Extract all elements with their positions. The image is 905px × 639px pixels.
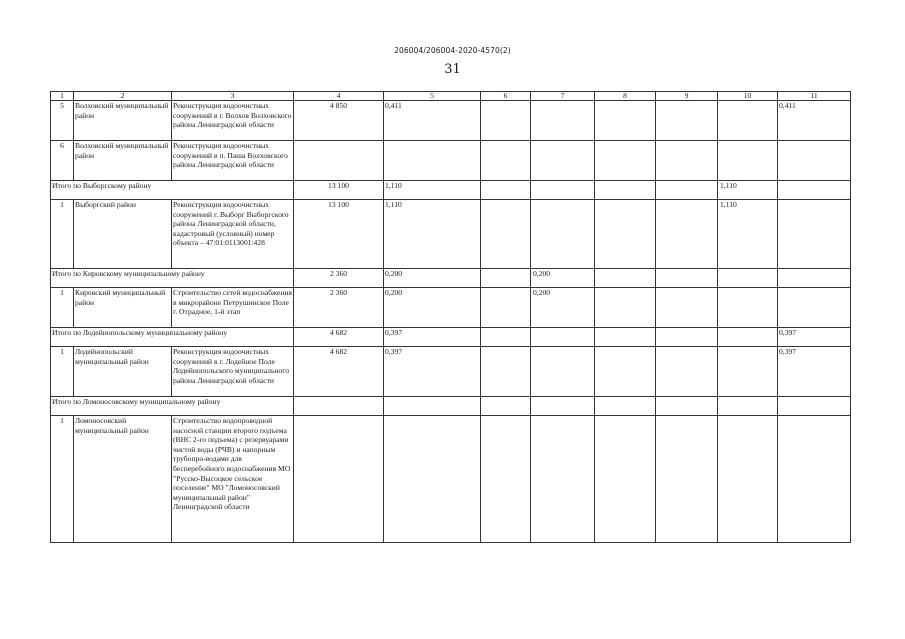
document-id: 206004/206004-2020-4570(2)	[394, 46, 511, 55]
table-row	[51, 141, 851, 181]
district-cell: Выборгский район	[74, 200, 172, 269]
value-col-11: 0,411	[778, 101, 851, 141]
value-col-10	[718, 347, 778, 397]
district-cell: Волховский муниципальный район	[74, 141, 172, 181]
col-header: 9	[656, 92, 718, 101]
value-col-5: 0,397	[384, 347, 481, 397]
row-number: 1	[51, 347, 74, 397]
value-col-10	[718, 328, 778, 347]
table-header-row	[51, 92, 851, 101]
value-col-10	[718, 416, 778, 543]
value-col-9	[656, 416, 718, 543]
value-col-4: 4 682	[294, 328, 384, 347]
value-col-9	[656, 269, 718, 288]
value-col-11: 0,397	[778, 347, 851, 397]
row-number: 1	[51, 288, 74, 328]
value-col-4: 13 100	[294, 181, 384, 200]
row-number: 1	[51, 416, 74, 543]
value-col-10	[718, 397, 778, 416]
total-label: Итого по Выборгскому району	[51, 181, 294, 200]
value-col-6	[481, 288, 531, 328]
value-col-6	[481, 181, 531, 200]
col-header: 1	[51, 92, 74, 101]
value-col-7	[531, 200, 595, 269]
page-number: 31	[444, 62, 461, 77]
value-col-7: 0,200	[531, 269, 595, 288]
value-col-5: 0,200	[384, 269, 481, 288]
project-cell: Реконструкция водоочистных сооружений г. Выборг Выборгского района Ленинградской области, кадастровый (условный) номер объекта – 47:01:0113001:428	[172, 200, 294, 269]
value-col-8	[595, 200, 656, 269]
project-cell: Реконструкция водоочистных сооружений в г. Лодейное Поле Лодейнопольского муниципального района Ленинградской области	[172, 347, 294, 397]
value-col-6	[481, 397, 531, 416]
value-col-10	[718, 141, 778, 181]
value-col-8	[595, 328, 656, 347]
value-col-7	[531, 328, 595, 347]
value-col-4	[294, 141, 384, 181]
project-cell: Строительство водопроводной насосной станции второго подъема (ВНС 2-го подъема) с резервуарами чистой воды (РЧВ) и напорным трубопро-водами для бесперебойного водоснабжения МО "Русско-Высоцкое сельское поселение" МО "Ломоносовский муниципальный район" Ленинградской области	[172, 416, 294, 543]
value-col-9	[656, 181, 718, 200]
total-row	[51, 269, 851, 288]
value-col-4: 2 360	[294, 288, 384, 328]
value-col-8	[595, 101, 656, 141]
value-col-8	[595, 347, 656, 397]
value-col-6	[481, 101, 531, 141]
value-col-6	[481, 416, 531, 543]
value-col-11	[778, 397, 851, 416]
table-row	[51, 347, 851, 397]
value-col-9	[656, 288, 718, 328]
value-col-8	[595, 288, 656, 328]
total-label: Итого по Лодейнопольскому муниципальному району	[51, 328, 294, 347]
col-header: 10	[718, 92, 778, 101]
project-cell: Реконструкция водоочистных сооружений в п. Паша Волховского района Ленинградской области	[172, 141, 294, 181]
total-label: Итого по Кировскому муниципальному району	[51, 269, 294, 288]
value-col-11	[778, 416, 851, 543]
district-cell: Кировский муниципальный район	[74, 288, 172, 328]
col-header: 8	[595, 92, 656, 101]
col-header: 5	[384, 92, 481, 101]
project-cell: Строительство сетей водоснабжения в микрорайоне Петрушинское Поле г. Отрадное, 1-й этап	[172, 288, 294, 328]
district-cell: Ломоносовский муниципальный район	[74, 416, 172, 543]
value-col-10: 1,110	[718, 181, 778, 200]
row-number: 5	[51, 101, 74, 141]
value-col-4	[294, 397, 384, 416]
value-col-8	[595, 397, 656, 416]
value-col-7	[531, 101, 595, 141]
value-col-4	[294, 416, 384, 543]
value-col-11: 0,397	[778, 328, 851, 347]
data-table	[50, 91, 851, 543]
value-col-11	[778, 288, 851, 328]
value-col-11	[778, 141, 851, 181]
table-row	[51, 200, 851, 269]
table-row	[51, 101, 851, 141]
value-col-9	[656, 397, 718, 416]
district-cell: Волховский муниципальный район	[74, 101, 172, 141]
value-col-9	[656, 328, 718, 347]
value-col-10	[718, 269, 778, 288]
value-col-5: 0,200	[384, 288, 481, 328]
value-col-6	[481, 141, 531, 181]
value-col-10	[718, 288, 778, 328]
value-col-5: 0,397	[384, 328, 481, 347]
value-col-6	[481, 347, 531, 397]
total-row	[51, 181, 851, 200]
value-col-9	[656, 141, 718, 181]
total-label: Итого по Ломоносовскому муниципальному району	[51, 397, 294, 416]
value-col-8	[595, 141, 656, 181]
value-col-5	[384, 416, 481, 543]
table-row	[51, 288, 851, 328]
row-number: 1	[51, 200, 74, 269]
value-col-10: 1,110	[718, 200, 778, 269]
value-col-7	[531, 397, 595, 416]
value-col-5	[384, 397, 481, 416]
value-col-7: 0,200	[531, 288, 595, 328]
row-number: 6	[51, 141, 74, 181]
value-col-5	[384, 141, 481, 181]
project-cell: Реконструкция водоочистных сооружений в г. Волхов Волховского района Ленинградской области	[172, 101, 294, 141]
value-col-5: 1,110	[384, 181, 481, 200]
col-header: 4	[294, 92, 384, 101]
value-col-9	[656, 101, 718, 141]
district-cell: Лодейнопольский муниципальный район	[74, 347, 172, 397]
col-header: 2	[74, 92, 172, 101]
value-col-4: 4 682	[294, 347, 384, 397]
col-header: 3	[172, 92, 294, 101]
total-row	[51, 328, 851, 347]
value-col-8	[595, 181, 656, 200]
col-header: 7	[531, 92, 595, 101]
value-col-7	[531, 181, 595, 200]
value-col-7	[531, 347, 595, 397]
value-col-11	[778, 200, 851, 269]
value-col-4: 2 360	[294, 269, 384, 288]
table-row	[51, 416, 851, 543]
col-header: 6	[481, 92, 531, 101]
total-row	[51, 397, 851, 416]
value-col-9	[656, 200, 718, 269]
value-col-7	[531, 141, 595, 181]
value-col-11	[778, 181, 851, 200]
value-col-4: 4 850	[294, 101, 384, 141]
value-col-7	[531, 416, 595, 543]
value-col-8	[595, 416, 656, 543]
value-col-6	[481, 269, 531, 288]
value-col-5: 0,411	[384, 101, 481, 141]
value-col-6	[481, 328, 531, 347]
value-col-5: 1,110	[384, 200, 481, 269]
value-col-10	[718, 101, 778, 141]
value-col-11	[778, 269, 851, 288]
value-col-9	[656, 347, 718, 397]
value-col-4: 13 100	[294, 200, 384, 269]
value-col-8	[595, 269, 656, 288]
value-col-6	[481, 200, 531, 269]
col-header: 11	[778, 92, 851, 101]
